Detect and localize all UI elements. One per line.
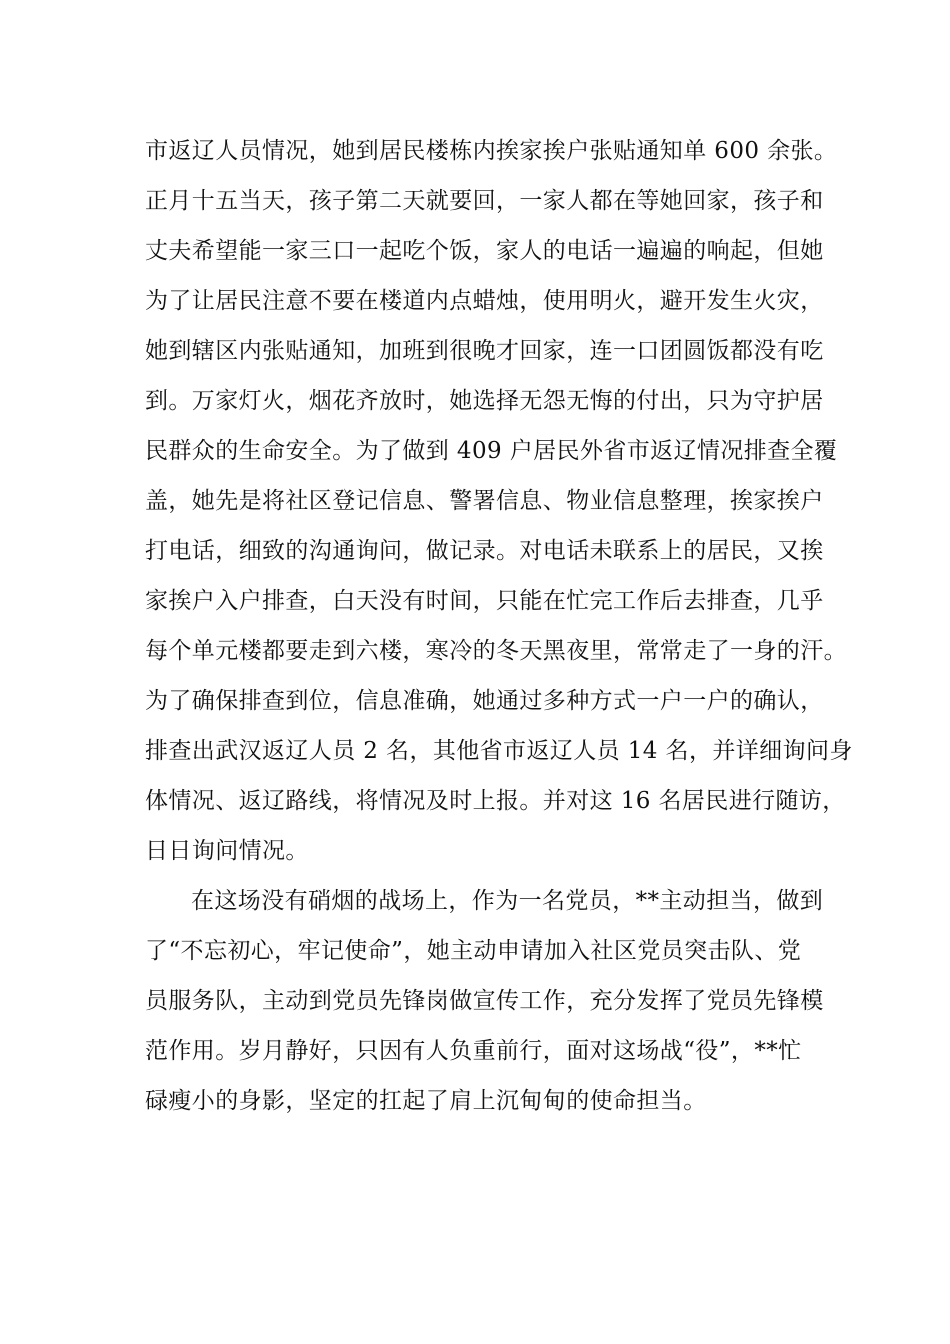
paragraph-line: 在这场没有硝烟的战场上，作为一名党员，**主动担当，做到 — [191, 888, 824, 914]
paragraph-line: 家挨户入户排查，白天没有时间，只能在忙完工作后去排查，几乎 — [145, 588, 824, 614]
paragraph-line: 碌瘦小的身影，坚定的扛起了肩上沉甸甸的使命担当。 — [145, 1088, 707, 1114]
paragraph-line: 民群众的生命安全。为了做到 409 户居民外省市返辽情况排查全覆 — [145, 438, 838, 464]
paragraph-line: 排查出武汉返辽人员 2 名，其他省市返辽人员 14 名，并详细询问身 — [145, 738, 853, 764]
paragraph-line: 丈夫希望能一家三口一起吃个饭，家人的电话一遍遍的响起，但她 — [145, 238, 824, 264]
paragraph-line: 员服务队，主动到党员先锋岗做宣传工作，充分发挥了党员先锋模 — [145, 988, 824, 1014]
paragraph-line: 她到辖区内张贴通知，加班到很晚才回家，连一口团圆饭都没有吃 — [145, 338, 824, 364]
paragraph-line: 正月十五当天，孩子第二天就要回，一家人都在等她回家，孩子和 — [145, 188, 824, 214]
paragraph-line: 每个单元楼都要走到六楼，寒冷的冬天黑夜里，常常走了一身的汗。 — [145, 638, 847, 664]
paragraph-line: 打电话，细致的沟通询问，做记录。对电话未联系上的居民，又挨 — [145, 538, 824, 564]
paragraph-line: 为了确保排查到位，信息准确，她通过多种方式一户一户的确认， — [145, 688, 824, 714]
paragraph-line: 为了让居民注意不要在楼道内点蜡烛，使用明火，避开发生火灾， — [145, 288, 824, 314]
paragraph-line: 盖，她先是将社区登记信息、警署信息、物业信息整理，挨家挨户 — [145, 488, 824, 514]
paragraph-line: 范作用。岁月静好，只因有人负重前行，面对这场战“役”，**忙 — [145, 1038, 802, 1064]
paragraph-line: 体情况、返辽路线，将情况及时上报。并对这 16 名居民进行随访， — [145, 788, 846, 814]
paragraph-line: 了“不忘初心，牢记使命”，她主动申请加入社区党员突击队、党 — [145, 938, 802, 964]
paragraph-line: 到。万家灯火，烟花齐放时，她选择无怨无悔的付出，只为守护居 — [145, 388, 824, 414]
paragraph-line: 市返辽人员情况，她到居民楼栋内挨家挨户张贴通知单 600 余张。 — [145, 138, 838, 164]
paragraph-line: 日日询问情况。 — [145, 838, 309, 864]
